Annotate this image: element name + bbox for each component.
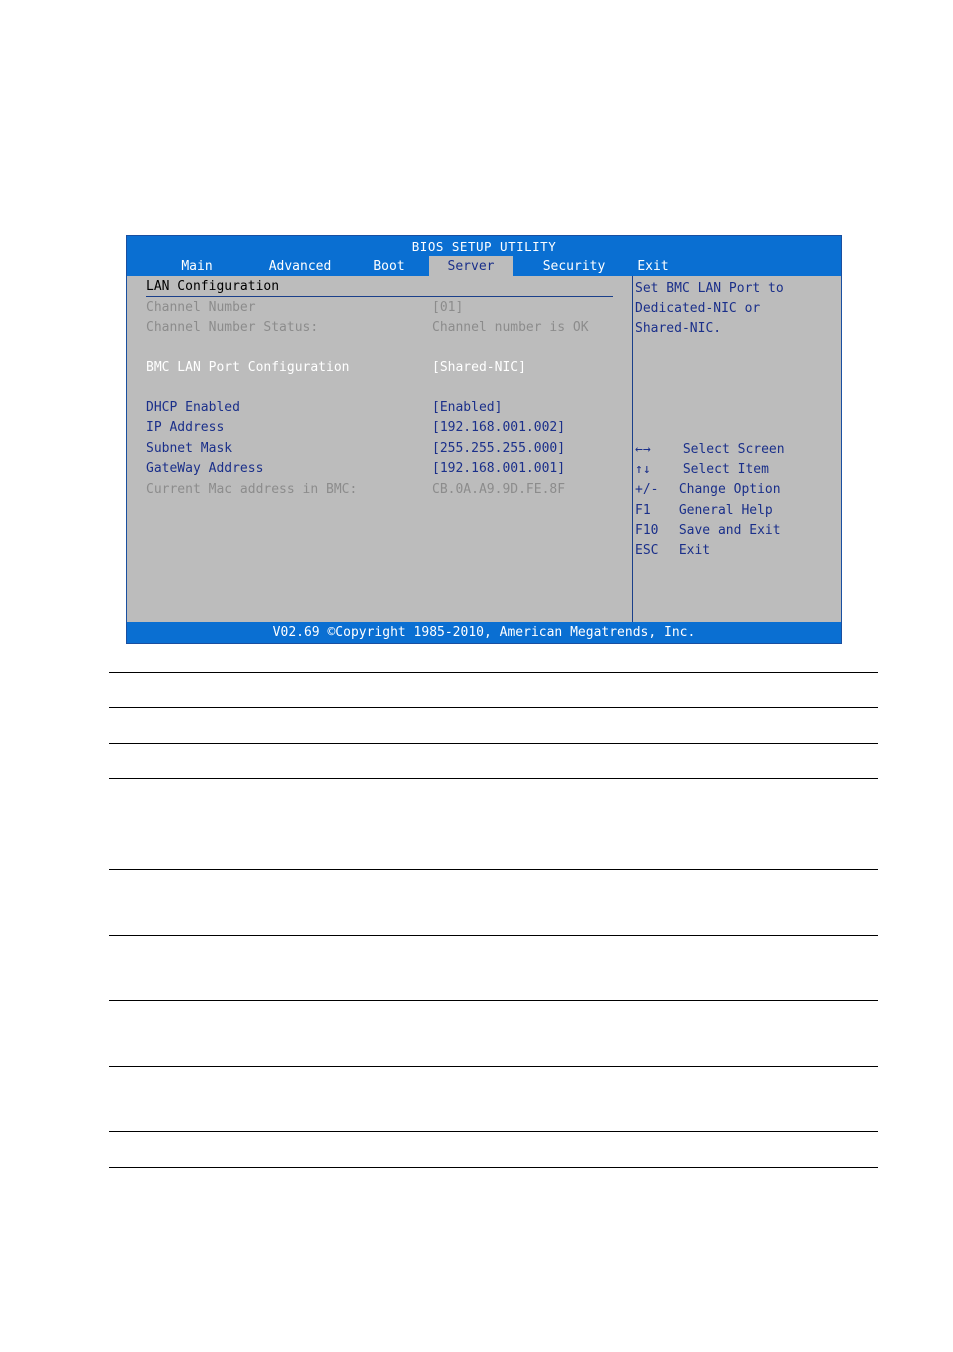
key-action: Change Option	[678, 482, 781, 498]
key-hint-exit	[635, 541, 785, 561]
table-rule	[109, 707, 878, 708]
table-rule	[109, 935, 878, 936]
key-action: Exit	[678, 543, 711, 559]
setting-value[interactable]: [Shared-NIC]	[432, 360, 526, 375]
menu-tab-boot[interactable]: Boot	[373, 259, 405, 274]
menu-tab-server[interactable]: Server	[429, 256, 513, 276]
key-hint-select-item	[635, 460, 785, 480]
help-line: Shared-NIC.	[635, 321, 722, 336]
setting-value[interactable]: [255.255.255.000]	[432, 441, 566, 456]
menu-bar	[127, 256, 841, 276]
key-hint-general-help	[635, 501, 785, 521]
setting-label: Subnet Mask	[146, 441, 233, 456]
key-action: Select Item	[682, 462, 769, 478]
setting-value: CB.0A.A9.9D.FE.8F	[432, 482, 566, 497]
key-legend	[635, 440, 785, 561]
table-rule	[109, 1066, 878, 1067]
section-title: LAN Configuration	[146, 279, 280, 294]
help-line: Dedicated-NIC or	[635, 301, 761, 316]
key-hint-change-option	[635, 480, 785, 500]
bios-title: BIOS SETUP UTILITY	[127, 236, 841, 256]
setting-label: DHCP Enabled	[146, 400, 240, 415]
menu-tab-security[interactable]: Security	[542, 259, 606, 274]
settings-panel	[127, 276, 632, 623]
table-rule	[109, 1000, 878, 1001]
menu-tab-exit[interactable]: Exit	[637, 259, 669, 274]
setting-row-channel-number	[127, 299, 632, 317]
setting-value: Channel number is OK	[432, 320, 589, 335]
help-line: Set BMC LAN Port to	[635, 281, 784, 296]
bios-screen	[126, 235, 842, 644]
section-divider	[146, 296, 613, 297]
table-rule	[109, 1167, 878, 1168]
help-text	[635, 279, 839, 339]
setting-row-channel-status	[127, 319, 632, 337]
key-action: General Help	[678, 502, 773, 518]
setting-row-gateway[interactable]	[127, 460, 632, 478]
setting-label: Current Mac address in BMC:	[146, 482, 358, 497]
setting-row-ip-address[interactable]	[127, 419, 632, 437]
table-rule	[109, 869, 878, 870]
setting-value[interactable]: [192.168.001.002]	[432, 420, 566, 435]
table-rule	[109, 743, 878, 744]
setting-label: BMC LAN Port Configuration	[146, 360, 350, 375]
table-rule	[109, 672, 878, 673]
setting-row-dhcp[interactable]	[127, 399, 632, 417]
menu-tab-advanced[interactable]: Advanced	[268, 259, 332, 274]
key-name: +/-	[635, 482, 659, 498]
key-hint-select-screen	[635, 440, 785, 460]
left-right-arrows-icon: ←→	[635, 442, 651, 457]
key-action: Select Screen	[682, 442, 785, 457]
key-name: ESC	[635, 543, 659, 559]
setting-value[interactable]: [Enabled]	[432, 400, 503, 415]
key-action: Save and Exit	[678, 522, 781, 538]
table-rule	[109, 1131, 878, 1132]
setting-label: Channel Number	[146, 300, 256, 315]
key-hint-save-exit	[635, 521, 785, 541]
setting-value: [01]	[432, 300, 464, 315]
table-rule	[109, 778, 878, 779]
up-down-arrows-icon: ↑↓	[635, 462, 651, 478]
setting-row-subnet-mask[interactable]	[127, 440, 632, 458]
menu-tab-main[interactable]: Main	[181, 259, 213, 274]
help-panel	[633, 276, 841, 623]
setting-row-bmc-lan-port[interactable]	[127, 359, 632, 377]
key-name: F1	[635, 502, 651, 518]
setting-label: IP Address	[146, 420, 225, 435]
setting-label: Channel Number Status:	[146, 320, 319, 335]
copyright-footer: V02.69 ©Copyright 1985-2010, American Megatrends, Inc.	[127, 622, 841, 643]
setting-value[interactable]: [192.168.001.001]	[432, 461, 566, 476]
key-name: F10	[635, 522, 659, 538]
setting-row-mac-address	[127, 481, 632, 499]
setting-label: GateWay Address	[146, 461, 264, 476]
